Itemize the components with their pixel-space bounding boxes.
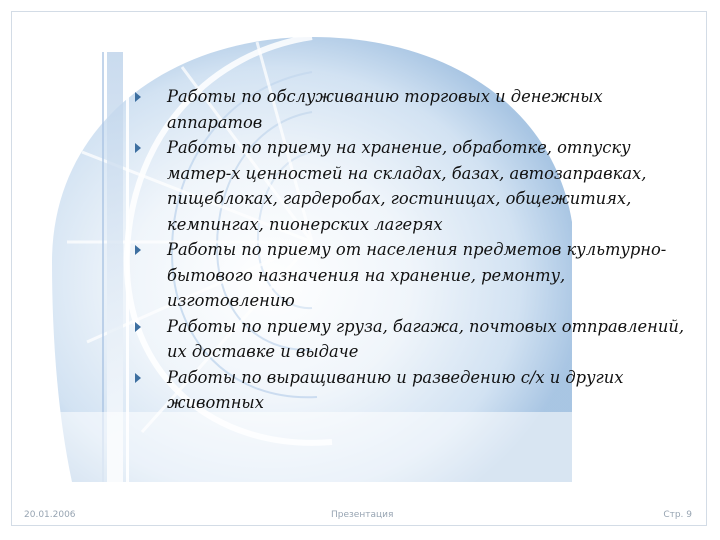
triangle-right-icon <box>135 92 141 102</box>
bullet-list <box>135 84 690 416</box>
bullet-text: Работы по приему груза, багажа, почтовых отправлений, их доставке и выдаче <box>167 316 685 361</box>
bullet-text: Работы по приему на хранение, обработке, отпуску матер-х ценностей на складах, базах, автозаправках, пищеблоках, гардеробах, гостиницах, общежитиях, кемпингах, пионерских лагерях <box>167 138 647 234</box>
triangle-right-icon <box>135 143 141 153</box>
triangle-right-icon <box>135 245 141 255</box>
bullet-text: Работы по приему от населения предметов культурно-бытового назначения на хранение, ремонту, изготовлению <box>167 240 667 310</box>
bullet-text: Работы по обслуживанию торговых и денежных аппаратов <box>167 87 603 132</box>
list-item <box>135 365 690 416</box>
list-item <box>135 314 690 365</box>
triangle-right-icon <box>135 373 141 383</box>
footer-page-number: Стр. 9 <box>663 510 692 520</box>
list-item <box>135 237 690 314</box>
triangle-right-icon <box>135 322 141 332</box>
footer-date: 20.01.2006 <box>24 510 76 520</box>
bullet-text: Работы по выращиванию и разведению с/х и других животных <box>167 367 624 412</box>
list-item <box>135 135 690 237</box>
list-item <box>135 84 690 135</box>
footer-title: Презентация <box>331 510 394 520</box>
